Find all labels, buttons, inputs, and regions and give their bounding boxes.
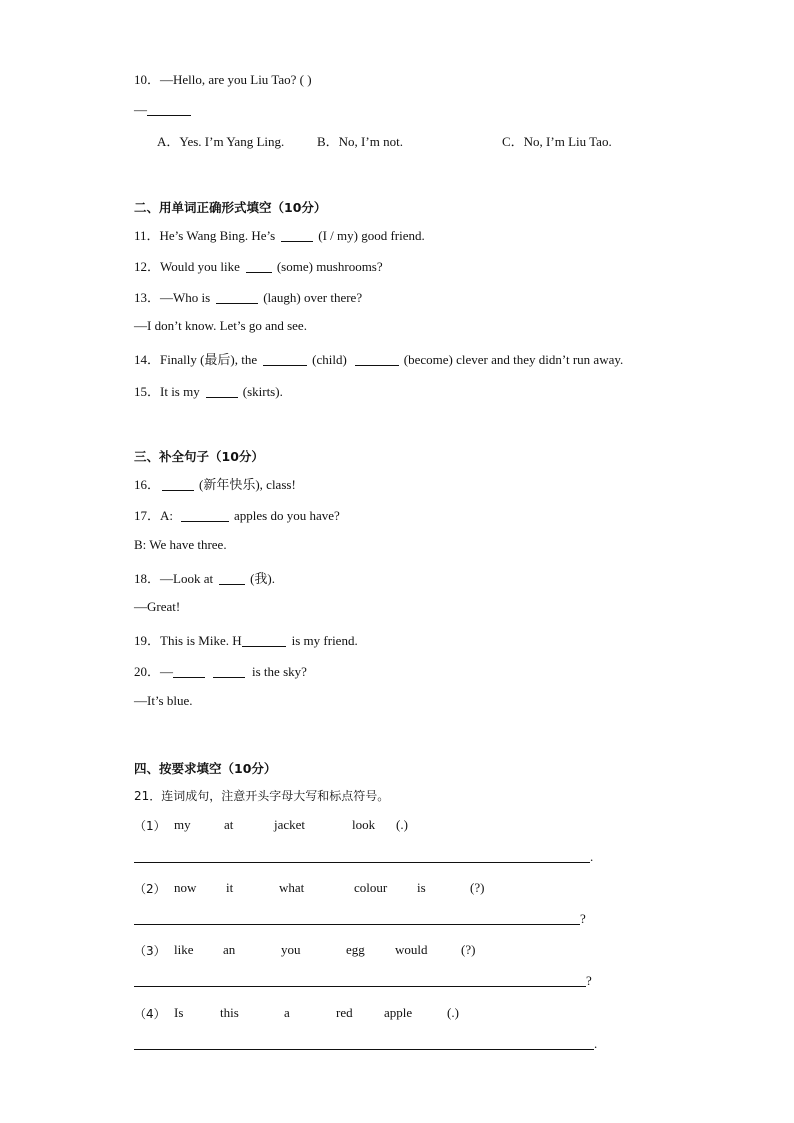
- word: an: [223, 942, 236, 957]
- word: what: [279, 880, 305, 895]
- reorder-item-4: [134, 1005, 594, 1021]
- item-2-number: （2）: [134, 882, 166, 896]
- answer-line-4-end: .: [594, 1036, 598, 1051]
- question-19: [134, 630, 358, 649]
- question-21-instruction: 21．连词成句，注意开头字母大写和标点符号。: [134, 789, 390, 803]
- item-3-number: （3）: [134, 944, 166, 958]
- q20-text-a: 20．—: [134, 664, 174, 679]
- q13-text-a: 13．—Who is: [134, 290, 211, 305]
- item-4-number: （4）: [134, 1007, 166, 1021]
- question-18: [134, 568, 275, 587]
- question-11: [134, 225, 425, 244]
- word: look: [352, 817, 376, 832]
- q13-text-b: (laugh) over there?: [263, 290, 363, 305]
- question-15: [134, 381, 283, 400]
- reorder-item-3: [134, 942, 594, 958]
- q20-blank-1[interactable]: [173, 665, 205, 678]
- q11-text-b: (I / my) good friend.: [318, 228, 425, 243]
- q13-blank[interactable]: [216, 291, 258, 304]
- q14-text-a: 14．Finally (最后), the: [134, 352, 258, 367]
- q17-blank[interactable]: [181, 509, 229, 522]
- question-10-stem: 10．—Hello, are you Liu Tao? ( ): [134, 72, 312, 87]
- word: at: [224, 817, 234, 832]
- question-17: [134, 505, 340, 524]
- item-1-number: （1）: [134, 819, 166, 833]
- q11-blank[interactable]: [281, 229, 313, 242]
- q16-text-a: 16．: [134, 477, 161, 492]
- q20-text-b: is the sky?: [252, 664, 307, 679]
- question-20: [134, 661, 307, 680]
- question-12: [134, 256, 383, 275]
- question-13-reply: —I don’t know. Let’s go and see.: [134, 318, 307, 333]
- q16-text-b: (新年快乐), class!: [199, 477, 296, 492]
- answer-line-3[interactable]: [134, 986, 586, 987]
- word: this: [220, 1005, 239, 1020]
- q17-text-a: 17．A:: [134, 508, 174, 523]
- answer-line-1-end: .: [590, 849, 594, 864]
- q18-text-a: 18．—Look at: [134, 571, 214, 586]
- word: now: [174, 880, 197, 895]
- word: (?): [461, 942, 476, 957]
- section-2-title: 二、用单词正确形式填空（10分）: [134, 200, 327, 215]
- q12-text-b: (some) mushrooms?: [276, 259, 383, 274]
- question-20-reply: —It’s blue.: [134, 693, 193, 708]
- question-16: [134, 474, 296, 493]
- answer-line-4[interactable]: [134, 1049, 594, 1050]
- q19-text-a: 19．This is Mike. H: [134, 633, 242, 648]
- word: red: [336, 1005, 353, 1020]
- word: is: [417, 880, 426, 895]
- word: colour: [354, 880, 388, 895]
- word: (.): [447, 1005, 459, 1020]
- word: jacket: [274, 817, 306, 832]
- section-3-title: 三、补全句子（10分）: [134, 449, 264, 464]
- question-18-reply: —Great!: [134, 599, 181, 614]
- question-13: [134, 287, 362, 306]
- word: you: [281, 942, 301, 957]
- q14-text-b: (child): [312, 352, 347, 367]
- q14-text-c: (become) clever and they didn’t run away.: [403, 352, 624, 367]
- q14-blank-1[interactable]: [263, 353, 307, 366]
- answer-line-1[interactable]: [134, 862, 590, 863]
- question-10-answer-line: [134, 102, 191, 118]
- word: (.): [396, 817, 408, 832]
- q15-text-b: (skirts).: [242, 384, 283, 399]
- q15-text-a: 15．It is my: [134, 384, 200, 399]
- word: a: [284, 1005, 290, 1020]
- q11-text-a: 11．He’s Wang Bing. He’s: [134, 228, 276, 243]
- word: (?): [470, 880, 485, 895]
- q15-blank[interactable]: [206, 385, 238, 398]
- word: Is: [174, 1005, 184, 1020]
- q12-blank[interactable]: [246, 260, 272, 273]
- answer-blank[interactable]: [147, 103, 191, 116]
- q18-text-b: (我).: [250, 571, 275, 586]
- q18-blank[interactable]: [219, 572, 245, 585]
- word: it: [226, 880, 234, 895]
- word: egg: [346, 942, 365, 957]
- q17-text-b: apples do you have?: [234, 508, 340, 523]
- q19-text-b: is my friend.: [291, 633, 358, 648]
- word: apple: [384, 1005, 413, 1020]
- q16-blank[interactable]: [162, 478, 194, 491]
- answer-dash: —: [134, 102, 147, 117]
- reorder-item-2: [134, 880, 594, 896]
- word: my: [174, 817, 191, 832]
- option-a[interactable]: A．Yes. I’m Yang Ling.: [157, 134, 285, 149]
- question-17-reply: B: We have three.: [134, 537, 227, 552]
- q14-blank-2[interactable]: [355, 353, 399, 366]
- question-14: [134, 349, 623, 368]
- reorder-item-1: [134, 817, 594, 833]
- option-c[interactable]: C．No, I’m Liu Tao.: [502, 134, 612, 149]
- answer-line-2-end: ?: [580, 911, 586, 926]
- section-4-title: 四、按要求填空（10分）: [134, 761, 277, 776]
- q19-blank[interactable]: [242, 634, 286, 647]
- q12-text-a: 12．Would you like: [134, 259, 240, 274]
- answer-line-2[interactable]: [134, 924, 580, 925]
- q20-blank-2[interactable]: [213, 665, 245, 678]
- word: would: [395, 942, 428, 957]
- word: like: [174, 942, 194, 957]
- answer-line-3-end: ?: [586, 973, 592, 988]
- option-b[interactable]: B．No, I’m not.: [317, 134, 403, 149]
